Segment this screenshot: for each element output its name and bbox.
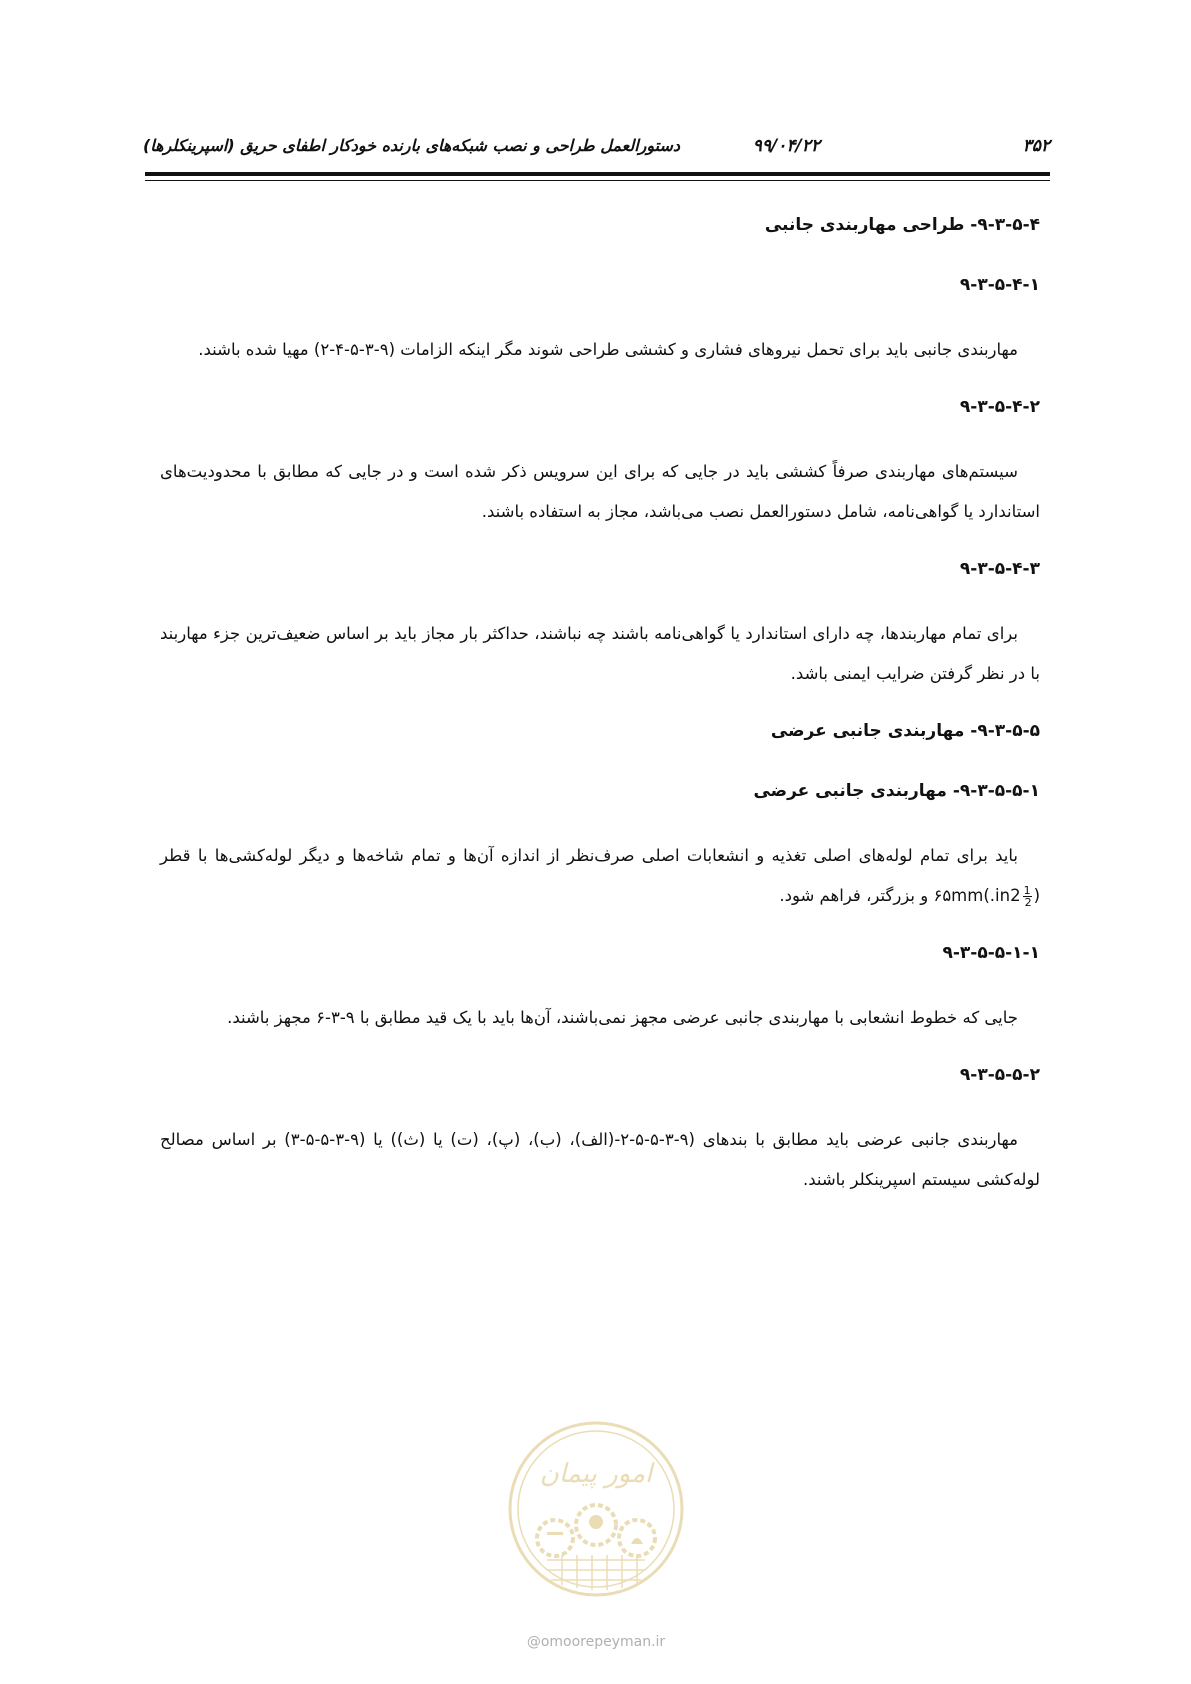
- header-rule-thick: [145, 172, 1050, 176]
- page-number: ۳۵۲: [1022, 136, 1050, 156]
- paragraph-text: مهاربندی جانبی باید برای تحمل نیروهای فشاری و کششی طراحی شوند مگر اینکه الزامات (۹-۳-۵-۴-۲) مهیا شده باشند.: [198, 340, 1018, 359]
- seal-text: امور پیمان: [539, 1459, 653, 1489]
- section-heading: ۹-۳-۵-۴- طراحی مهاربندی جانبی: [764, 215, 1040, 235]
- section-heading: ۹-۳-۵-۴-۱: [959, 275, 1040, 295]
- fraction-numerator: 1: [1023, 884, 1031, 897]
- fraction: [1023, 885, 1032, 908]
- section-heading: ۹-۳-۵-۴-۳: [959, 559, 1040, 579]
- paragraph-text: برای تمام مهاربندها، چه دارای استاندارد یا گواهی‌نامه باشند چه نباشند، حداکثر بار مجاز باید بر اساس ضعیف‌ترین جزء مهاربند با در نظر گرفتن ضرایب ایمنی باشد.: [160, 624, 1040, 683]
- paragraph: [160, 452, 1040, 532]
- paragraph: [160, 614, 1040, 694]
- paragraph-text: ) و بزرگتر، فراهم شود.: [779, 886, 1040, 905]
- diameter-expression: [1010, 884, 1034, 909]
- section-heading: ۹-۳-۵-۵-۱- مهاربندی جانبی عرضی: [753, 781, 1040, 801]
- paragraph: [160, 836, 1040, 916]
- section-heading: ۹-۳-۵-۵-۱-۱: [942, 943, 1040, 963]
- paragraph-text: باید برای تمام لوله‌های اصلی تغذیه و انشعابات اصلی صرف‌نظر از اندازه آن‌ها و تمام شاخه‌ها و دیگر لوله‌کشی‌ها با قطر ۶۵mm(.in: [160, 846, 1018, 905]
- section-heading: ۹-۳-۵-۵-۲: [959, 1065, 1040, 1085]
- paragraph: [160, 998, 1040, 1038]
- header-title: دستورالعمل طراحی و نصب شبکه‌های بارنده خودکار اطفای حریق (اسپرینکلرها): [142, 136, 680, 155]
- section-heading: ۹-۳-۵-۴-۲: [959, 397, 1040, 417]
- header-date: ۹۹/۰۴/۲۲: [752, 136, 820, 156]
- fraction-denominator: 2: [1024, 896, 1032, 909]
- paragraph-text: سیستم‌های مهاربندی صرفاً کششی باید در جایی که برای این سرویس ذکر شده است و در جایی که مطابق با محدودیت‌های استاندارد یا گواهی‌نامه، شامل دستورالعمل نصب می‌باشد، مجاز به استفاده باشند.: [160, 462, 1040, 521]
- watermark-site: @omoorepeyman.ir: [526, 1634, 666, 1650]
- watermark-site-text: omoorepeyman.ir: [540, 1634, 666, 1650]
- running-header: [142, 134, 1050, 164]
- paragraph-text: جایی که خطوط انشعابی با مهاربندی جانبی عرضی مجهز نمی‌باشند، آن‌ها باید با یک قید مطابق با ۹-۳-۶ مجهز باشند.: [227, 1008, 1018, 1027]
- paragraph-text: مهاربندی جانبی عرضی باید مطابق با بندهای (۹-۳-۵-۵-۲-(الف)، (ب)، (پ)، (ت) یا (ث)) یا (۹-۳-۵-۵-۳) بر اساس مصالح لوله‌کشی سیستم اسپرینکلر باشند.: [160, 1130, 1040, 1189]
- document-body: [160, 210, 1040, 1222]
- paragraph: [160, 1120, 1040, 1200]
- seal-watermark-icon: [507, 1420, 685, 1598]
- fraction-whole: 2: [1010, 886, 1021, 905]
- paragraph: [160, 330, 1040, 370]
- header-rule-thin: [145, 180, 1050, 181]
- section-heading: ۹-۳-۵-۵- مهاربندی جانبی عرضی: [770, 721, 1040, 741]
